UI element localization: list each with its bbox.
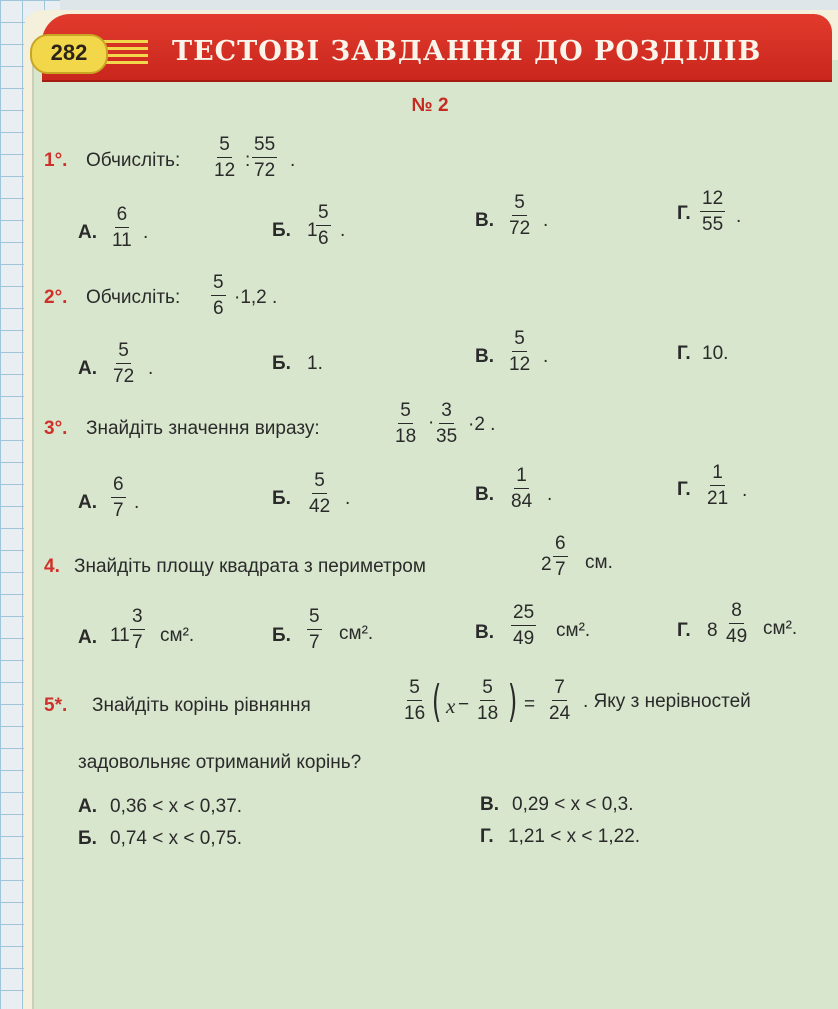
mixed-whole: 2 — [541, 554, 552, 575]
page-number: 282 — [50, 40, 88, 65]
question-number: 2°. — [44, 287, 68, 308]
expression-rest: ·2 . — [468, 414, 496, 435]
fraction: $\frac{5}{18}$ — [395, 400, 417, 447]
section-header — [42, 14, 832, 80]
question-text: Знайдіть площу квадрата з периметром — [74, 556, 426, 577]
question-text-tail: . Яку з нерівностей — [583, 691, 751, 712]
left-paren: ( — [431, 676, 442, 727]
fraction: $\frac{5}{18}$ — [477, 677, 499, 724]
expression-rest: ·1,2 . — [234, 287, 278, 308]
question-number: 5*. — [44, 695, 68, 716]
right-paren: ) — [507, 676, 518, 727]
operator: = — [524, 694, 536, 715]
header-title: ТЕСТОВІ ЗАВДАННЯ ДО РОЗДІЛІВ — [172, 36, 762, 67]
fraction: $\frac{5}{12}$ — [214, 134, 236, 181]
fraction: $\frac{6}{7}$ — [555, 533, 566, 580]
question-text: Знайдіть корінь рівняння — [92, 695, 311, 716]
question-number: 4. — [44, 556, 60, 577]
punctuation: . — [290, 150, 296, 171]
question-number: 3°. — [44, 418, 68, 439]
question-text: Обчисліть: — [86, 150, 181, 171]
unit: см. — [585, 552, 613, 573]
question-text-line2: задовольняє отриманий корінь? — [78, 752, 362, 773]
question-number: 1°. — [44, 150, 68, 171]
fraction: $\frac{5}{16}$ — [404, 677, 426, 724]
question-text: Знайдіть значення виразу: — [86, 418, 320, 439]
fraction: $\frac{3}{35}$ — [436, 400, 458, 447]
operator: : — [245, 150, 251, 171]
fraction: $\frac{7}{24}$ — [549, 677, 571, 724]
variable-x: x — [446, 694, 456, 718]
fraction: $\frac{55}{72}$ — [254, 134, 276, 181]
operator: · — [428, 412, 435, 433]
variant-number: № 2 — [411, 95, 449, 116]
question-text: Обчисліть: — [86, 287, 181, 308]
fraction: $\frac{5}{6}$ — [213, 272, 224, 319]
page-number-badge — [30, 34, 108, 74]
operator: − — [458, 694, 470, 715]
